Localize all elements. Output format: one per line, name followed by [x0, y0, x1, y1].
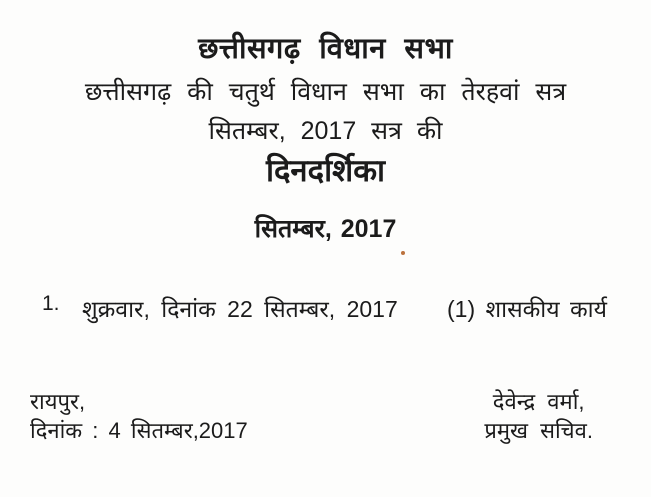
signatory-name: देवेन्द्र वर्मा, — [492, 389, 585, 414]
schedule-business-item: (1) शासकीय कार्य — [447, 296, 607, 322]
schedule-date-text: शुक्रवार, दिनांक 22 सितम्बर, 2017 — [82, 296, 398, 322]
footer-issue-date: दिनांक : 4 सितम्बर,2017 — [30, 418, 248, 443]
month-heading: सितम्बर, 2017 — [254, 215, 397, 243]
signatory-title: प्रमुख सचिव. — [484, 418, 593, 443]
footer-place: रायपुर, — [30, 389, 86, 414]
schedule-row — [0, 292, 651, 324]
session-month-line: सितम्बर, 2017 सत्र की — [208, 117, 443, 145]
session-description: छत्तीसगढ़ की चतुर्थ विधान सभा का तेरहवां सत्र — [84, 78, 567, 106]
footer-signature-block — [484, 387, 593, 445]
footer-place-date-block — [30, 387, 248, 445]
document-footer — [30, 387, 593, 445]
calendar-heading: दिनदर्शिका — [265, 153, 386, 188]
scan-artifact-dot — [401, 251, 405, 255]
schedule-serial-number: 1. — [42, 292, 60, 315]
assembly-title: छत्तीसगढ़ विधान सभा — [198, 33, 453, 65]
